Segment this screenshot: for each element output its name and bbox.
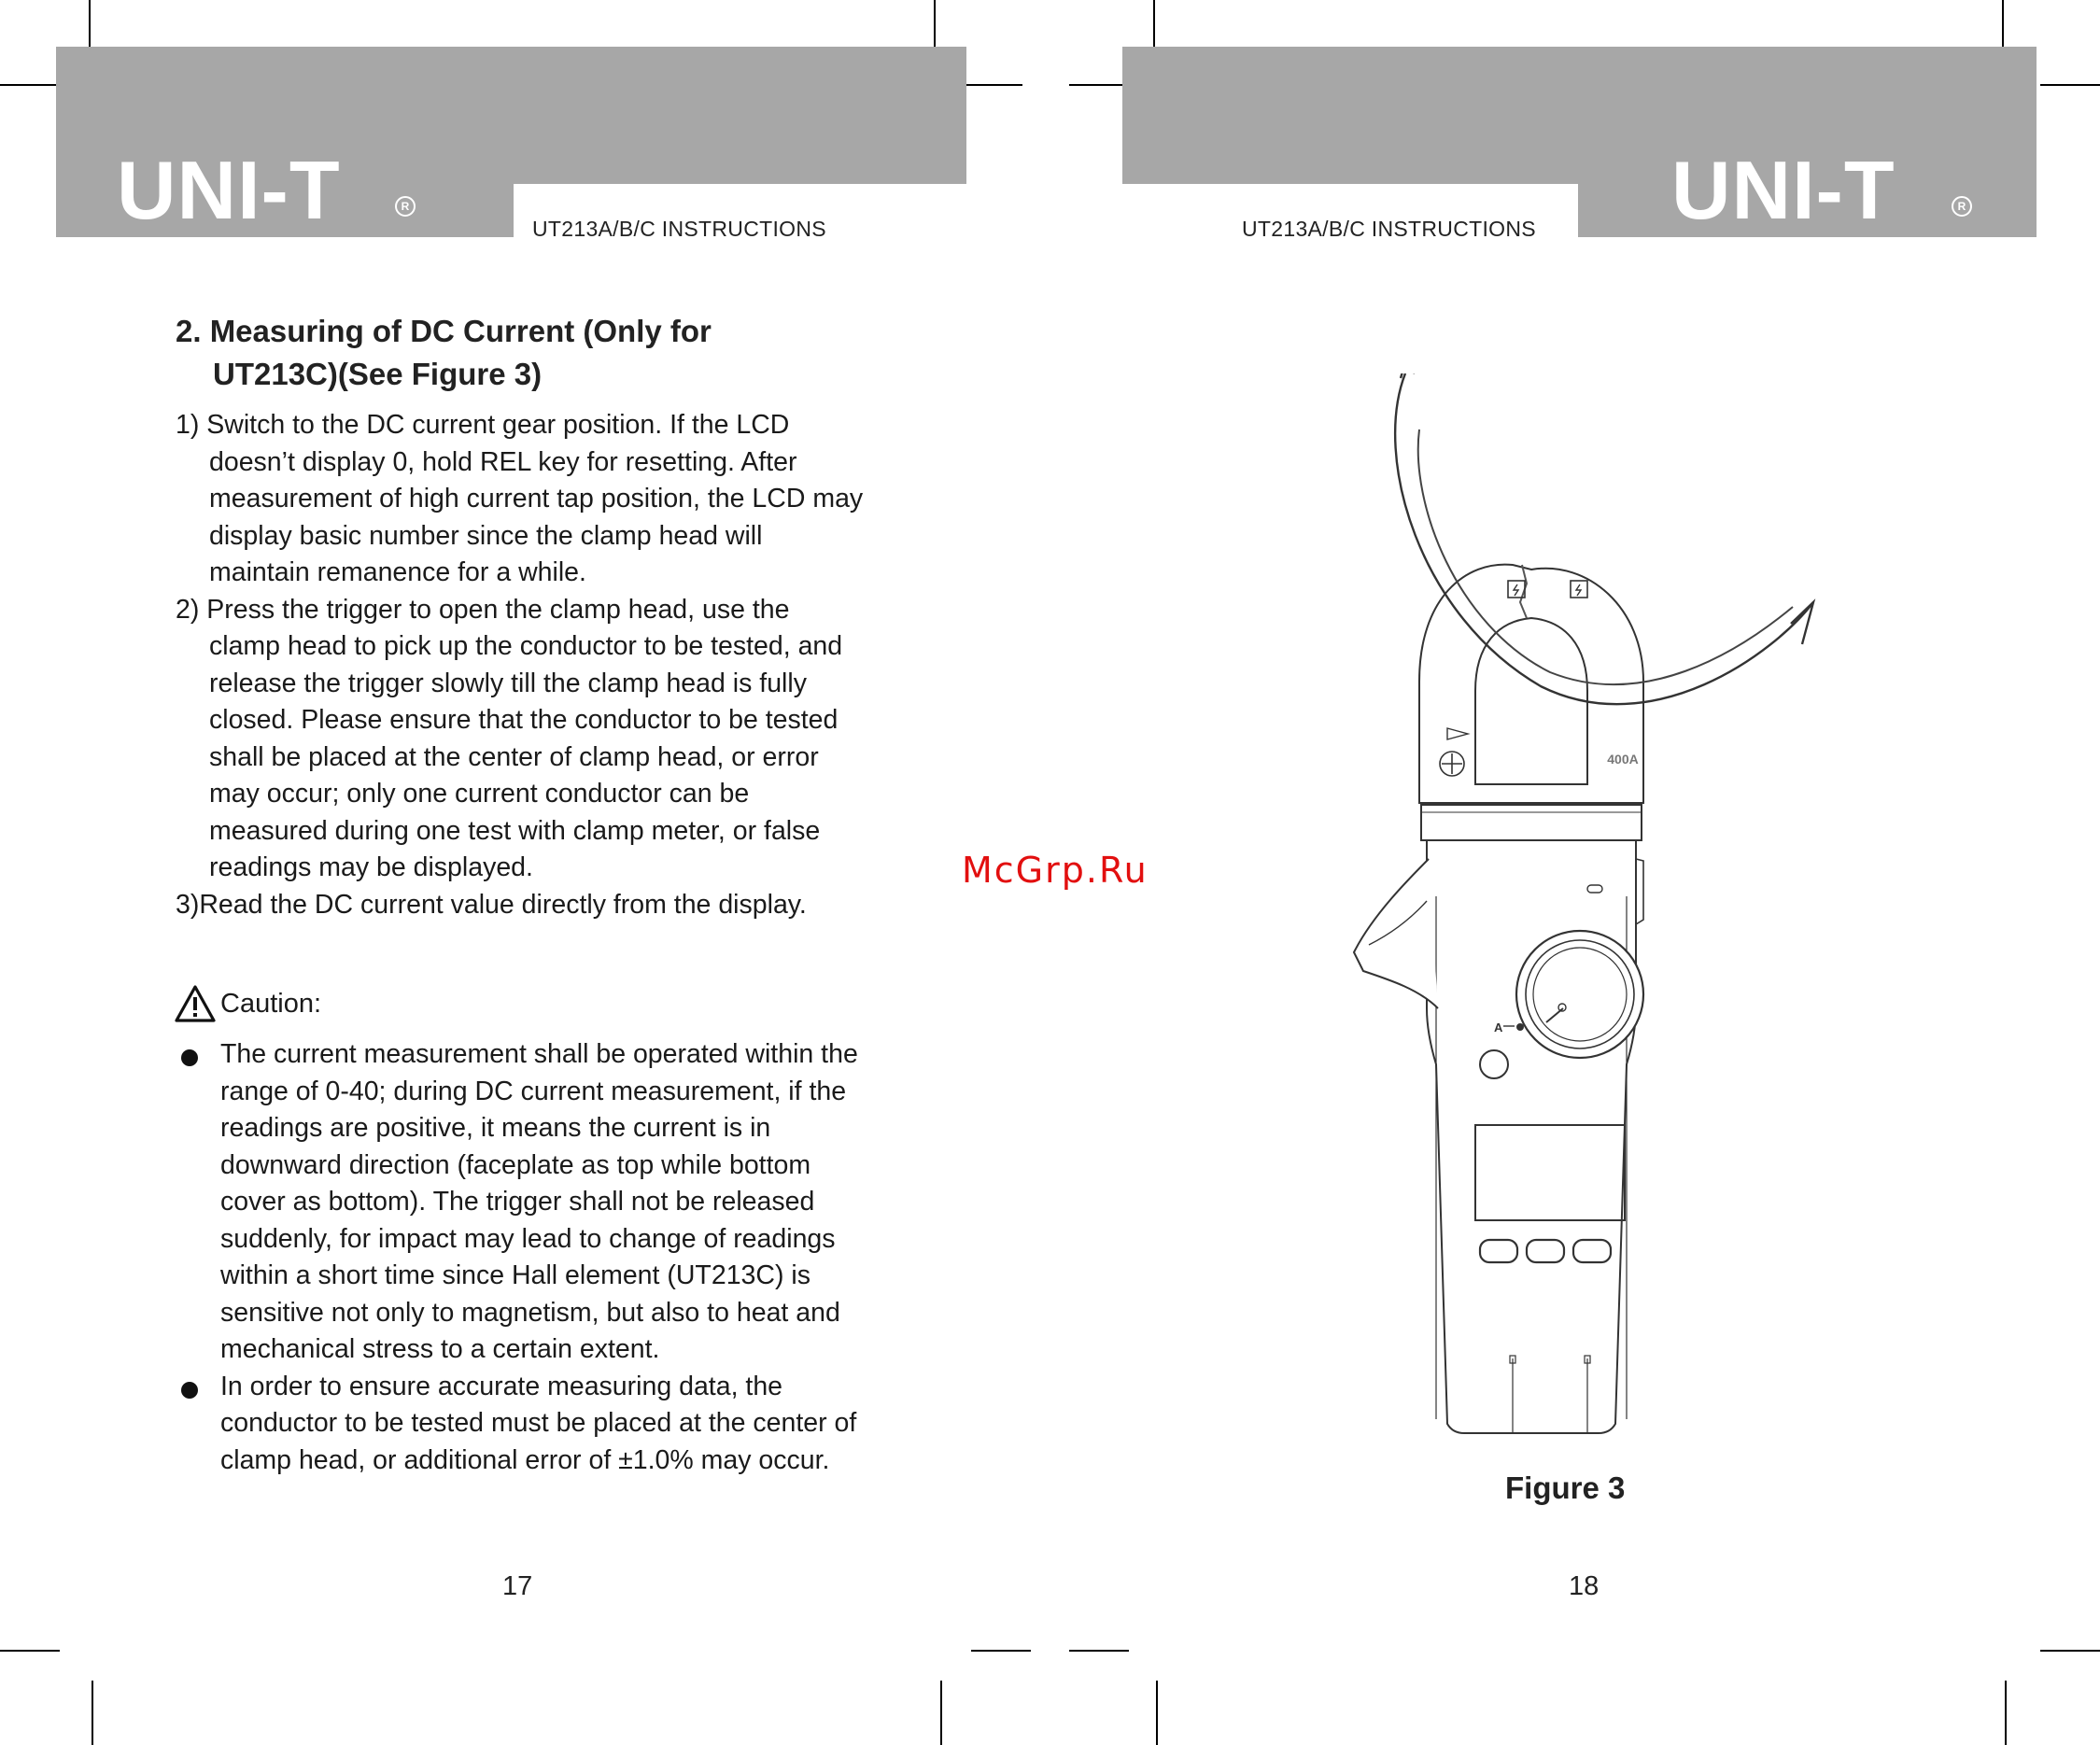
registered-mark: R <box>395 196 416 217</box>
crop-mark <box>89 0 91 49</box>
crop-mark <box>1153 0 1155 49</box>
crop-mark <box>971 1650 1031 1652</box>
document-title: UT213A/B/C INSTRUCTIONS <box>532 217 826 241</box>
caution-label: Caution: <box>220 988 322 1019</box>
crop-mark <box>934 0 936 49</box>
page-number: 18 <box>1569 1571 1600 1601</box>
section-title <box>176 310 885 396</box>
crop-mark <box>0 84 56 86</box>
step-item: 3)Read the DC current value directly from the display. <box>176 889 807 920</box>
crop-mark <box>92 1681 93 1745</box>
crop-mark <box>0 1650 60 1652</box>
step-item: 2) Press the trigger to open the clamp head, use the clamp head to pick up the conductor to be tested, and release the trigger slowly till the clamp head is fully closed. Please ensure that the conductor to be tested shall be placed at the center of clamp head, or error may occur; only one current conductor can be measured during one test with clamp meter, or false readings may be displayed. <box>176 594 843 882</box>
caution-item <box>176 1369 867 1480</box>
steps-list <box>176 407 867 923</box>
crop-mark <box>1069 1650 1129 1652</box>
crop-mark <box>2040 1650 2100 1652</box>
dial-label: A <box>1494 1020 1503 1034</box>
brand-logo: UNI-T <box>117 144 341 236</box>
registered-mark: R <box>1952 196 1972 217</box>
brand-logo: UNI-T <box>1671 144 1896 236</box>
section-title-line1: 2. Measuring of DC Current (Only for <box>176 314 712 348</box>
caution-text: The current measurement shall be operated within the range of 0-40; during DC current measurement, if the readings are positive, it means the current is in downward direction (faceplate as top while bottom cover as bottom). The trigger shall not be released suddenly, for impact may lead to change of readings within a short time since Hall element (UT213C) is sensitive not only to magnetism, but also to heat and mechanical stress to a certain extent. <box>220 1039 858 1364</box>
header-bar <box>1122 47 2037 184</box>
warning-icon <box>174 984 217 1023</box>
crop-mark <box>2040 84 2100 86</box>
clamp-meter-illustration <box>1335 373 1821 1466</box>
crop-mark <box>1069 84 1125 86</box>
crop-mark <box>940 1681 942 1745</box>
step-item: 1) Switch to the DC current gear position. If the LCD doesn’t display 0, hold REL key for resetting. After measurement of high current tap position, the LCD may display basic number since the clamp head will maintain remanence for a while. <box>176 410 864 587</box>
caution-heading <box>174 980 321 1027</box>
document-title: UT213A/B/C INSTRUCTIONS <box>1242 217 1536 241</box>
caution-text: In order to ensure accurate measuring data, the conductor to be tested must be placed at the center of clamp head, or additional error of ±1.0% may occur. <box>220 1371 857 1475</box>
caution-item <box>176 1036 867 1369</box>
caution-list <box>176 1036 867 1479</box>
crop-mark <box>2005 1681 2007 1745</box>
page-number: 17 <box>502 1571 533 1601</box>
crop-mark <box>2002 0 2004 49</box>
figure-caption: Figure 3 <box>1505 1471 1626 1505</box>
section-title-line2: UT213C)(See Figure 3) <box>213 357 543 391</box>
bullet-icon <box>181 1382 198 1399</box>
crop-mark <box>966 84 1022 86</box>
watermark: McGrp.Ru <box>962 850 1149 891</box>
bullet-icon <box>181 1049 198 1066</box>
crop-mark <box>1156 1681 1158 1745</box>
clamp-rating-label: 400A <box>1607 752 1639 767</box>
